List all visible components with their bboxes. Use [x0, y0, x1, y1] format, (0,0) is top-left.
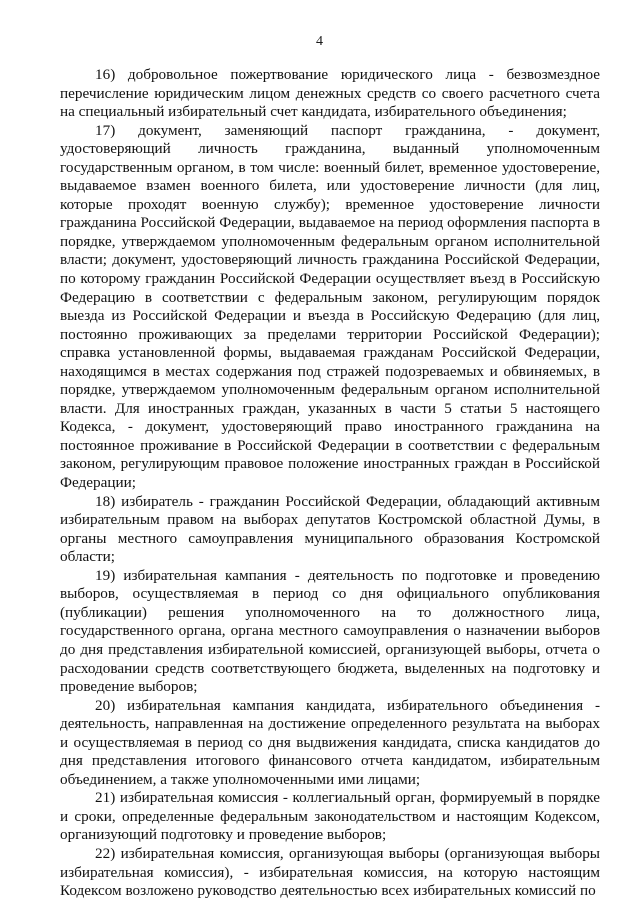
paragraph-18: 18) избиратель - гражданин Российской Федерации, обладающий активным избирательным правом на выборах депутатов Костромской областной Думы, в органы местного самоуправления муниципального образования Костромской области; — [60, 492, 600, 566]
paragraph-20: 20) избирательная кампания кандидата, избирательного объединения - деятельность, направленная на достижение определенного результата на выборах и осуществляемая в период со дня выдвижения кандидата, списка кандидатов до дня представления итогового финансового отчета кандидатом, избирательным объединением, а также уполномоченными ими лицами; — [60, 696, 600, 788]
paragraph-16: 16) добровольное пожертвование юридического лица - безвозмездное перечисление юридическим лицом денежных средств со своего расчетного счета на специальный избирательный счет кандидата, избирательного объединения; — [60, 66, 600, 121]
paragraph-17: 17) документ, заменяющий паспорт гражданина, - документ, удостоверяющий личность гражданина, выданный уполномоченным государственным органом, в том числе: военный билет, временное удостоверение, выдаваемое взамен военного билета, или удостоверение личности (для лиц, которые проходят военную службу); временное удостоверение личности гражданина Российской Федерации, выдаваемое на период оформления паспорта в порядке, утверждаемом уполномоченным федеральным органом исполнительной власти; документ, удостоверяющий личность гражданина Российской Федерации, по которому гражданин Российской Федерации осуществляет въезд в Российскую Федерацию в соответствии с федеральным законом, регулирующим порядок выезда из Российской Федерации и въезда в Российскую Федерацию (для лиц, постоянно проживающих за пределами территории Российской Федерации); справка установленной формы, выдаваемая гражданам Российской Федерации, находящимся в местах содержания под стражей подозреваемых и обвиняемых, в порядке, утверждаемом уполномоченным федеральным органом исполнительной власти. Для иностранных граждан, указанных в части 5 статьи 5 настоящего Кодекса, - документ, удостоверяющий право иностранного гражданина на постоянное проживание в Российской Федерации в соответствии с федеральным законом, регулирующим правовое положение иностранных граждан в Российской Федерации; — [60, 121, 600, 492]
paragraph-21: 21) избирательная комиссия - коллегиальный орган, формируемый в порядке и сроки, определенные федеральным законодательством и настоящим Кодексом, организующий подготовку и проведение выборов; — [60, 789, 600, 844]
paragraph-22: 22) избирательная комиссия, организующая выборы (организующая выборы избирательная комиссия), - избирательная комиссия, на которую настоящим Кодексом возложено руководство деятельностью всех избирательных комиссий по — [60, 844, 600, 900]
paragraph-19: 19) избирательная кампания - деятельность по подготовке и проведению выборов, осуществляемая в период со дня официального опубликования (публикации) решения уполномоченного на то должностного лица, государственного органа, органа местного самоуправления о назначении выборов до дня представления избирательной комиссией, организующей выборы, отчета о расходовании средств соответствующего бюджета, выделенных на подготовку и проведение выборов; — [60, 566, 600, 696]
document-body — [60, 66, 600, 901]
page-number: 4 — [316, 34, 323, 49]
